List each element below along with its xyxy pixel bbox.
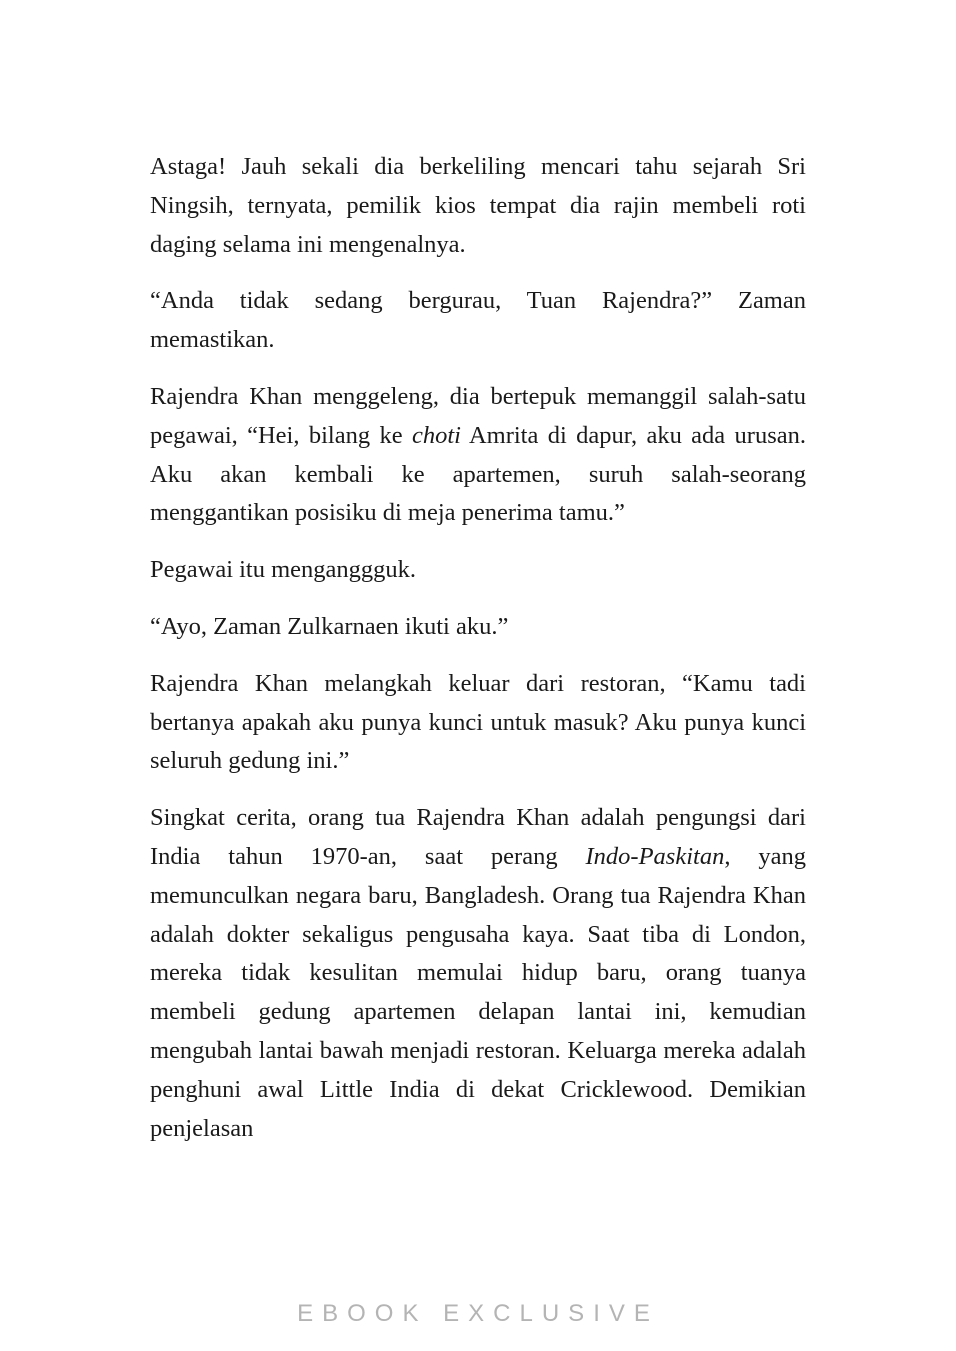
page-body (150, 148, 806, 1166)
paragraph-7 (150, 799, 806, 1148)
paragraph-1: Astaga! Jauh sekali dia berkeliling mencari tahu sejarah Sri Ningsih, ternyata, pemilik kios tempat dia rajin membeli roti daging selama ini mengenalnya. (150, 153, 806, 258)
paragraph-3-italic: choti (411, 421, 461, 449)
paragraph-7-text-b: , yang memunculkan negara baru, Bangladesh. Orang tua Rajendra Khan adalah dokter sekaligus pengusaha kaya. Saat tiba di London, mereka tidak kesulitan memulai hidup baru, orang tuanya membeli gedung apartemen delapan lantai ini, kemudian mengubah lantai bawah menjadi restoran. Keluarga mereka adalah penghuni awal Little India di dekat Cricklewood. Demikian penjelasan (150, 842, 806, 1142)
paragraph-7-italic: Indo-Paskitan (585, 842, 725, 870)
paragraph-3-text-b: Amrita di dapur, aku ada urusan. Aku akan kembali ke apartemen, suruh salah-seorang menggantikan posisiku di meja penerima tamu.” (150, 421, 806, 527)
paragraph-3-text-a: Rajendra Khan menggeleng, dia bertepuk memanggil salah-satu pegawai, “Hei, bilang ke (150, 382, 806, 449)
paragraph-4: Pegawai itu menganggguk. (150, 556, 417, 584)
paragraph-2: “Anda tidak sedang bergurau, Tuan Rajendra?” Zaman memastikan. (150, 287, 806, 354)
paragraph-7-text-a: Singkat cerita, orang tua Rajendra Khan adalah pengungsi dari India tahun 1970-an, saat perang (150, 804, 806, 870)
footer-label: EBOOK EXCLUSIVE (297, 1300, 659, 1327)
paragraph-5: “Ayo, Zaman Zulkarnaen ikuti aku.” (150, 612, 509, 640)
paragraph-3 (150, 378, 806, 533)
paragraph-6: Rajendra Khan melangkah keluar dari restoran, “Kamu tadi bertanya apakah aku punya kunci untuk masuk? Aku punya kunci seluruh gedung ini.” (150, 669, 806, 775)
